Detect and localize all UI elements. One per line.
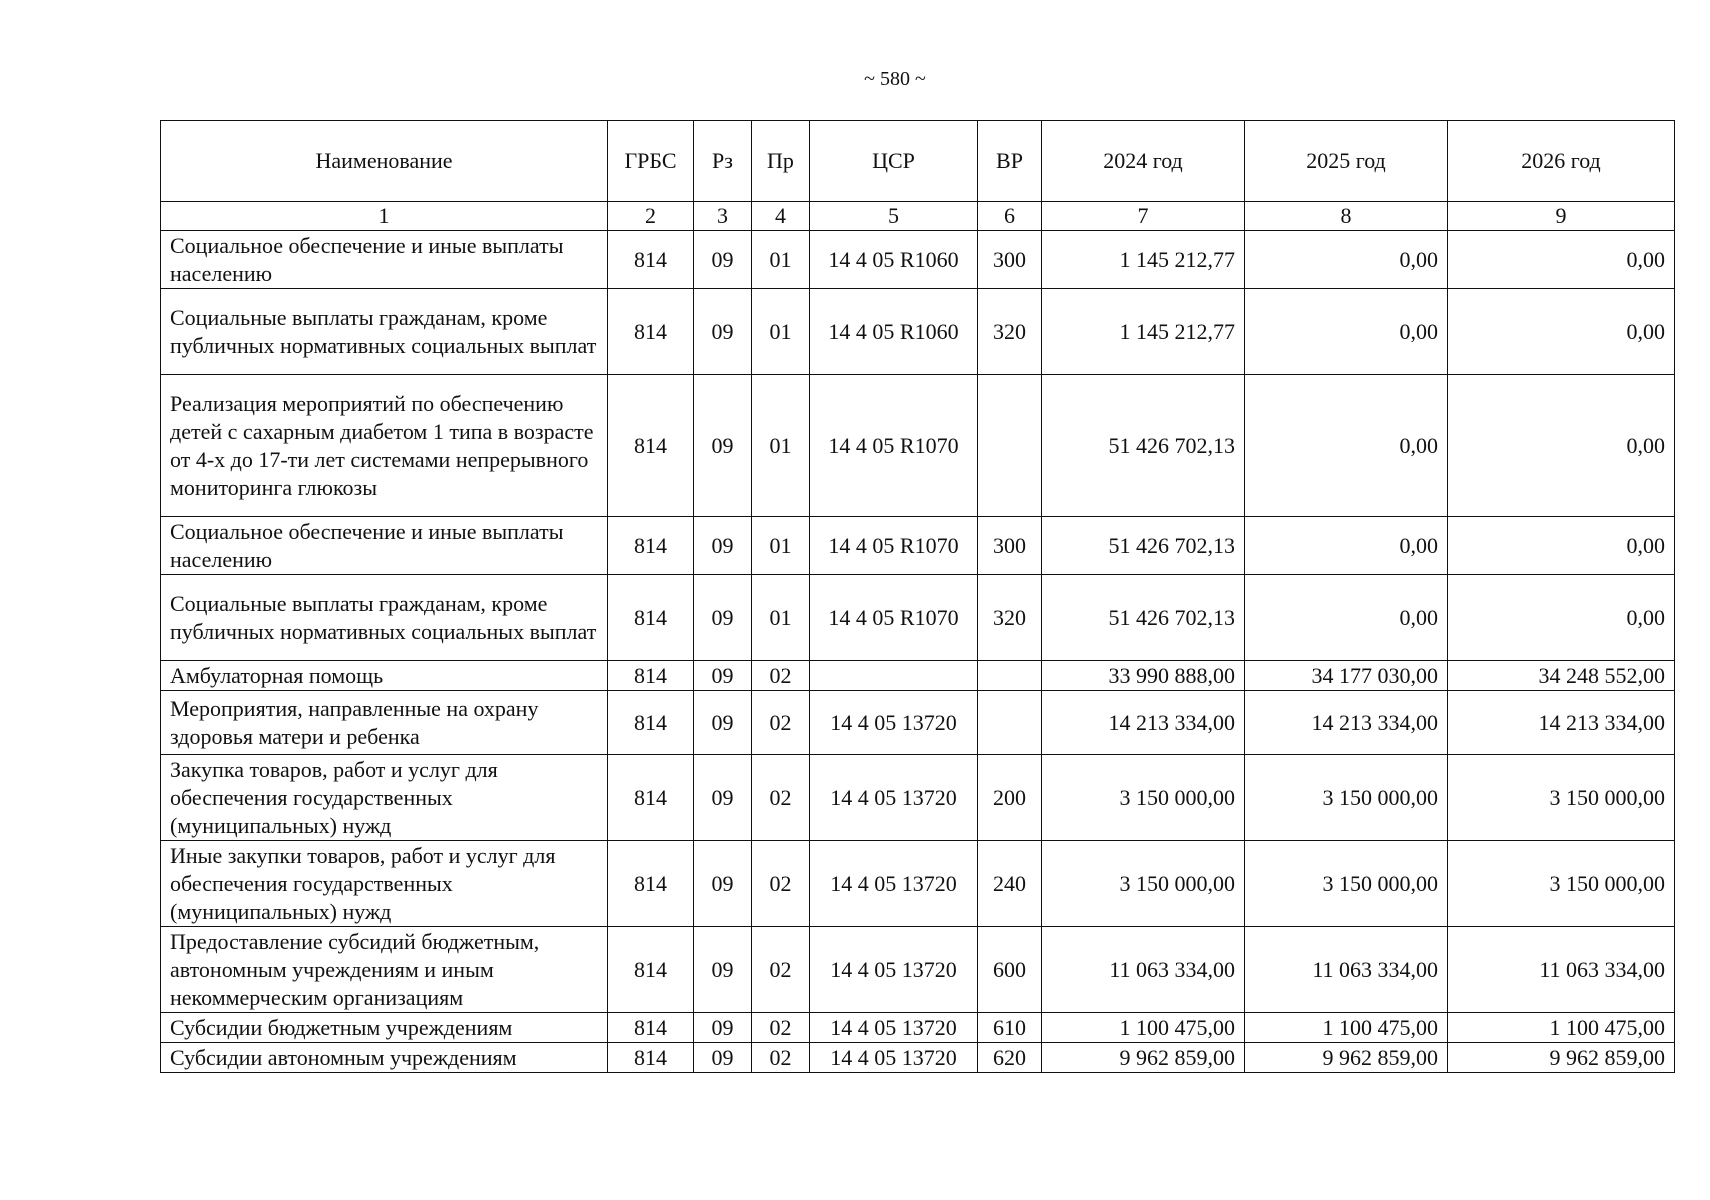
header-2024: 2024 год [1042,121,1245,202]
header-csr: ЦСР [810,121,978,202]
row-grbs: 814 [608,575,694,661]
table-row [161,661,1675,691]
row-2025: 11 063 334,00 [1245,927,1448,1013]
row-grbs: 814 [608,231,694,289]
row-pr: 02 [752,755,810,841]
row-csr: 14 4 05 R1070 [810,517,978,575]
row-vr: 320 [978,575,1042,661]
row-2024: 51 426 702,13 [1042,517,1245,575]
header-grbs: ГРБС [608,121,694,202]
row-2024: 51 426 702,13 [1042,575,1245,661]
row-pr: 01 [752,517,810,575]
row-rz: 09 [694,755,752,841]
header-2026: 2026 год [1448,121,1675,202]
row-pr: 01 [752,289,810,375]
row-rz: 09 [694,375,752,517]
row-grbs: 814 [608,1043,694,1073]
header-row [161,121,1675,202]
row-pr: 02 [752,1043,810,1073]
row-2024: 14 213 334,00 [1042,691,1245,755]
row-vr: 300 [978,231,1042,289]
column-number: 6 [978,202,1042,231]
row-rz: 09 [694,1043,752,1073]
row-name: Закупка товаров, работ и услуг для обеспечения государственных (муниципальных) нужд [161,755,608,841]
budget-table [160,120,1675,1073]
row-grbs: 814 [608,1013,694,1043]
table-row [161,375,1675,517]
row-name: Предоставление субсидий бюджетным, автономным учреждениям и иным некоммерческим организациям [161,927,608,1013]
row-vr: 320 [978,289,1042,375]
row-csr: 14 4 05 R1060 [810,289,978,375]
row-vr: 300 [978,517,1042,575]
row-csr: 14 4 05 R1070 [810,575,978,661]
column-number: 1 [161,202,608,231]
row-vr: 610 [978,1013,1042,1043]
row-2024: 9 962 859,00 [1042,1043,1245,1073]
row-vr [978,375,1042,517]
row-2024: 33 990 888,00 [1042,661,1245,691]
row-csr: 14 4 05 13720 [810,841,978,927]
row-grbs: 814 [608,755,694,841]
row-pr: 02 [752,691,810,755]
row-pr: 02 [752,1013,810,1043]
row-name: Иные закупки товаров, работ и услуг для обеспечения государственных (муниципальных) нужд [161,841,608,927]
row-2025: 0,00 [1245,289,1448,375]
table-row [161,575,1675,661]
row-2026: 0,00 [1448,575,1675,661]
table-row [161,1013,1675,1043]
row-2025: 0,00 [1245,517,1448,575]
row-2026: 0,00 [1448,375,1675,517]
row-rz: 09 [694,289,752,375]
row-2025: 1 100 475,00 [1245,1013,1448,1043]
column-number: 5 [810,202,978,231]
row-pr: 01 [752,375,810,517]
row-pr: 02 [752,661,810,691]
row-name: Субсидии бюджетным учреждениям [161,1013,608,1043]
row-2024: 1 145 212,77 [1042,231,1245,289]
row-grbs: 814 [608,289,694,375]
row-csr [810,661,978,691]
row-2026: 0,00 [1448,289,1675,375]
row-2026: 3 150 000,00 [1448,755,1675,841]
table-row [161,755,1675,841]
row-vr [978,661,1042,691]
row-csr: 14 4 05 13720 [810,1043,978,1073]
row-grbs: 814 [608,927,694,1013]
row-grbs: 814 [608,375,694,517]
table-row [161,231,1675,289]
row-pr: 01 [752,575,810,661]
row-2025: 9 962 859,00 [1245,1043,1448,1073]
row-2026: 11 063 334,00 [1448,927,1675,1013]
row-name: Социальное обеспечение и иные выплаты населению [161,231,608,289]
row-rz: 09 [694,575,752,661]
row-2024: 3 150 000,00 [1042,755,1245,841]
row-name: Амбулаторная помощь [161,661,608,691]
row-2026: 3 150 000,00 [1448,841,1675,927]
row-csr: 14 4 05 R1070 [810,375,978,517]
header-rz: Рз [694,121,752,202]
row-rz: 09 [694,691,752,755]
column-number: 3 [694,202,752,231]
row-2024: 3 150 000,00 [1042,841,1245,927]
row-vr: 620 [978,1043,1042,1073]
row-rz: 09 [694,661,752,691]
row-2026: 0,00 [1448,231,1675,289]
table-row [161,927,1675,1013]
row-csr: 14 4 05 13720 [810,755,978,841]
row-2024: 11 063 334,00 [1042,927,1245,1013]
row-csr: 14 4 05 13720 [810,1013,978,1043]
header-name: Наименование [161,121,608,202]
row-2025: 3 150 000,00 [1245,841,1448,927]
row-pr: 02 [752,927,810,1013]
row-vr: 240 [978,841,1042,927]
table-row [161,517,1675,575]
row-rz: 09 [694,927,752,1013]
row-grbs: 814 [608,661,694,691]
row-csr: 14 4 05 13720 [810,927,978,1013]
row-vr: 600 [978,927,1042,1013]
header-vr: ВР [978,121,1042,202]
row-vr: 200 [978,755,1042,841]
row-2025: 14 213 334,00 [1245,691,1448,755]
row-2026: 9 962 859,00 [1448,1043,1675,1073]
column-number: 8 [1245,202,1448,231]
row-rz: 09 [694,517,752,575]
row-vr [978,691,1042,755]
row-pr: 01 [752,231,810,289]
row-grbs: 814 [608,691,694,755]
page-number: ~ 580 ~ [864,68,926,90]
row-grbs: 814 [608,517,694,575]
row-rz: 09 [694,841,752,927]
row-2025: 34 177 030,00 [1245,661,1448,691]
row-2024: 1 145 212,77 [1042,289,1245,375]
column-number: 7 [1042,202,1245,231]
row-pr: 02 [752,841,810,927]
row-rz: 09 [694,1013,752,1043]
row-2026: 1 100 475,00 [1448,1013,1675,1043]
row-grbs: 814 [608,841,694,927]
table-row [161,1043,1675,1073]
row-2026: 0,00 [1448,517,1675,575]
header-pr: Пр [752,121,810,202]
column-number: 4 [752,202,810,231]
row-name: Мероприятия, направленные на охрану здоровья матери и ребенка [161,691,608,755]
column-number-row [161,202,1675,231]
table-row [161,841,1675,927]
row-csr: 14 4 05 R1060 [810,231,978,289]
row-2026: 34 248 552,00 [1448,661,1675,691]
row-2025: 0,00 [1245,375,1448,517]
table-row [161,691,1675,755]
table-row [161,289,1675,375]
row-csr: 14 4 05 13720 [810,691,978,755]
row-name: Социальное обеспечение и иные выплаты населению [161,517,608,575]
row-2024: 1 100 475,00 [1042,1013,1245,1043]
row-2024: 51 426 702,13 [1042,375,1245,517]
row-2025: 0,00 [1245,231,1448,289]
row-2026: 14 213 334,00 [1448,691,1675,755]
row-rz: 09 [694,231,752,289]
row-2025: 0,00 [1245,575,1448,661]
column-number: 9 [1448,202,1675,231]
row-name: Социальные выплаты гражданам, кроме публичных нормативных социальных выплат [161,289,608,375]
row-name: Социальные выплаты гражданам, кроме публичных нормативных социальных выплат [161,575,608,661]
row-name: Субсидии автономным учреждениям [161,1043,608,1073]
column-number: 2 [608,202,694,231]
row-name: Реализация мероприятий по обеспечению детей с сахарным диабетом 1 типа в возрасте от 4-х до 17-ти лет системами непрерывного мониторинга глюкозы [161,375,608,517]
row-2025: 3 150 000,00 [1245,755,1448,841]
header-2025: 2025 год [1245,121,1448,202]
